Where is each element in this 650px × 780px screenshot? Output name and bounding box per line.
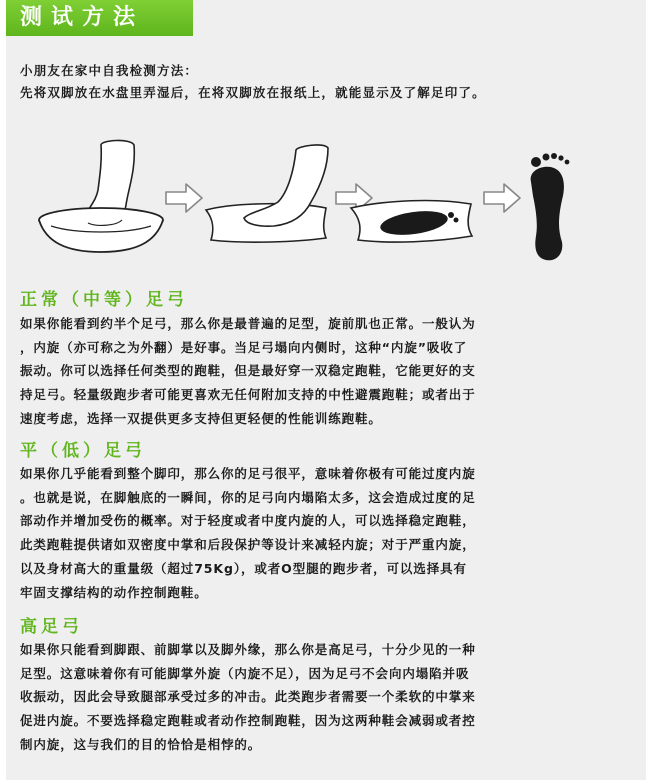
paragraph-line: 部动作并增加受伤的概率。对于轻度或者中度内旋的人，可以选择稳定跑鞋， (20, 513, 476, 529)
section-body-normal-arch (20, 312, 632, 431)
paragraph-line: 如果你能看到约半个足弓，那么你是最普遍的足型，旋前肌也正常。一般认为 (20, 316, 476, 331)
paragraph-line: 速度考虑，选择一双提供更多支持但更轻便的性能训练跑鞋。 (20, 410, 382, 426)
paragraph-line: 振动。你可以选择任何类型的跑鞋，但是最好穿一双稳定跑鞋，它能更好的支 (20, 363, 476, 379)
section-title-high-arch: 高足弓 (20, 617, 83, 637)
footprint-test-illustration (6, 130, 646, 275)
paragraph-line: 如果你几乎能看到整个脚印，那么你的足弓很平，意味着你极有可能过度内旋 (20, 466, 476, 481)
paragraph-line: ，内旋（亦可称之为外翻）是好事。当足弓塌向内侧时，这种“内旋”吸收了 (20, 339, 468, 355)
paragraph-line: 如果你只能看到脚跟、前脚掌以及脚外缘，那么你是高足弓，十分少见的一种 (20, 642, 476, 657)
arrow-right-icon (166, 184, 202, 212)
intro-text (20, 60, 635, 104)
intro-line: 小朋友在家中自我检测方法： (20, 63, 199, 78)
paragraph-line: 。也就是说，在脚触底的一瞬间，你的足弓向内塌陷太多，这会造成过度的足 (20, 489, 476, 505)
page (6, 0, 646, 780)
section-body-flat-arch (20, 462, 632, 604)
paragraph-line: 促进内旋。不要选择稳定跑鞋或者动作控制跑鞋，因为这两种鞋会减弱或者控 (20, 713, 476, 729)
paragraph-line: 牢固支撑结构的动作控制跑鞋。 (20, 584, 208, 600)
illustration-canvas (6, 130, 646, 275)
intro-line: 先将双脚放在水盘里弄湿后，在将双脚放在报纸上，就能显示及了解足印了。 (20, 85, 486, 100)
paragraph-line: 足型。这意味着你有可能脚掌外旋（内旋不足），因为足弓不会向内塌陷并吸 (20, 665, 470, 681)
foot-in-basin-icon (39, 140, 163, 252)
section-title-normal-arch: 正常（中等）足弓 (20, 290, 188, 310)
paragraph-line: 此类跑鞋提供诸如双密度中掌和后段保护等设计来减轻内旋；对于严重内旋， (20, 537, 476, 553)
paragraph-line: 收振动，因此会导致腿部承受过多的冲击。此类跑步者需要一个柔软的中掌来 (20, 689, 476, 705)
wet-footprint-on-paper-icon (351, 201, 472, 243)
page-title: 测试方法 (20, 5, 145, 30)
section-title-flat-arch: 平（低）足弓 (20, 441, 146, 461)
section-body-high-arch (20, 638, 632, 757)
foot-on-paper-icon (206, 145, 328, 242)
paragraph-line: 制内旋，这与我们的目的恰恰是相悖的。 (20, 736, 262, 752)
footprint-icon (531, 153, 570, 260)
paragraph-line: 以及身材高大的重量级（超过75Kg），或者O型腿的跑步者，可以选择具有 (20, 560, 467, 576)
arrow-right-icon (484, 184, 520, 212)
paragraph-line: 持足弓。轻量级跑步者可能更喜欢无任何附加支持的中性避震跑鞋；或者出于 (20, 387, 476, 403)
header-banner (6, 0, 193, 36)
